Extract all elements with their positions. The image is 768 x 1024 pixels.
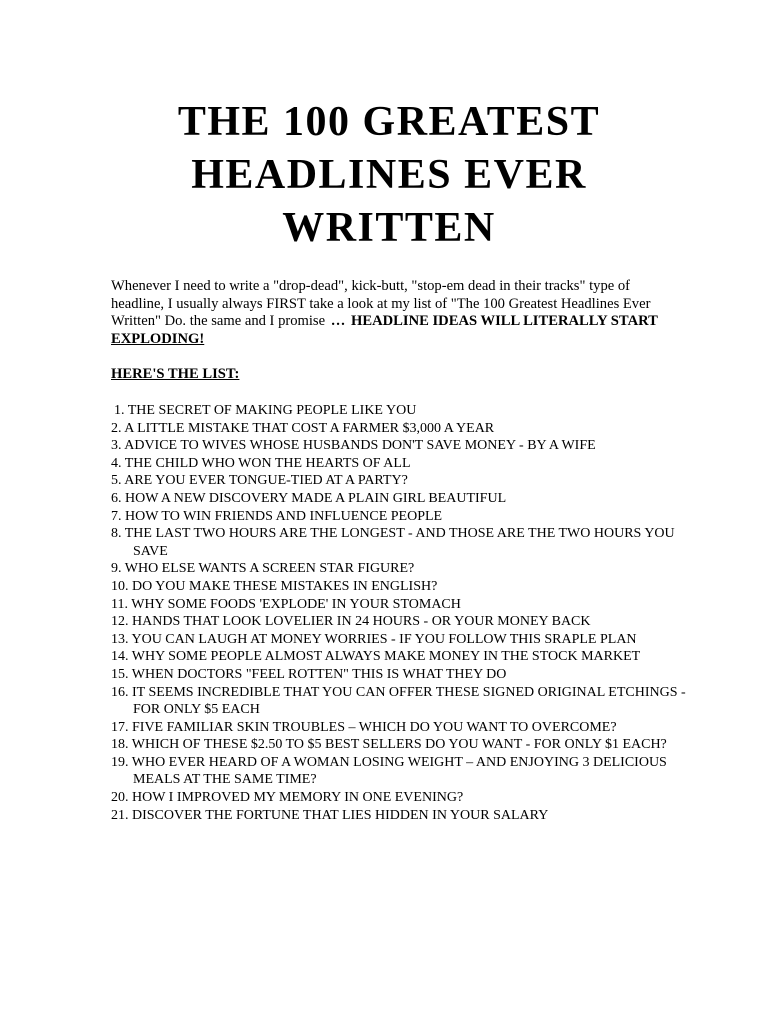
headline-item: 20. HOW I IMPROVED MY MEMORY IN ONE EVENING? (111, 790, 464, 806)
intro-bold-text: HEADLINE IDEAS WILL LITERALLY START (351, 313, 658, 329)
headline-item: 7. HOW TO WIN FRIENDS AND INFLUENCE PEOPLE (111, 508, 443, 524)
headline-item: 6. HOW A NEW DISCOVERY MADE A PLAIN GIRL BEAUTIFUL (111, 490, 507, 506)
headline-item: 13. YOU CAN LAUGH AT MONEY WORRIES - IF YOU FOLLOW THIS SRAPLE PLAN (111, 631, 637, 647)
headline-item: 14. WHY SOME PEOPLE ALMOST ALWAYS MAKE MONEY IN THE STOCK MARKET (111, 649, 641, 665)
headline-item: 10. DO YOU MAKE THESE MISTAKES IN ENGLISH? (111, 578, 438, 594)
intro-ellipsis: … (330, 313, 346, 329)
headline-item: 19. WHO EVER HEARD OF A WOMAN LOSING WEIGHT – AND ENJOYING 3 DELICIOUS MEALS AT THE SAME TIME? (111, 754, 667, 788)
intro-paragraph (111, 278, 671, 348)
headline-item: 21. DISCOVER THE FORTUNE THAT LIES HIDDEN IN YOUR SALARY (111, 807, 549, 823)
headline-list (111, 402, 691, 824)
intro-text: Whenever I need to write a "drop-dead", kick-butt, "stop-em dead in their tracks" type of headline, I usually always FIRST take a look at my list of "The 100 Greatest Headlines Ever Written" Do. the same and I promise (111, 278, 651, 329)
headline-item: 15. WHEN DOCTORS "FEEL ROTTEN" THIS IS WHAT THEY DO (111, 666, 507, 682)
title-line-3: WRITTEN (282, 205, 496, 251)
headline-item: 1. THE SECRET OF MAKING PEOPLE LIKE YOU (114, 403, 417, 418)
list-heading: HERE'S THE LIST: (111, 366, 240, 382)
headline-item: 8. THE LAST TWO HOURS ARE THE LONGEST - AND THOSE ARE THE TWO HOURS YOU SAVE (111, 526, 675, 559)
document-title (0, 96, 768, 255)
headline-item: 5. ARE YOU EVER TONGUE-TIED AT A PARTY? (111, 473, 408, 489)
title-line-1: THE 100 GREATEST (177, 99, 601, 145)
headline-item: 11. WHY SOME FOODS 'EXPLODE' IN YOUR STOMACH (111, 596, 461, 612)
title-line-2: HEADLINES EVER (191, 152, 587, 198)
headline-item: 12. HANDS THAT LOOK LOVELIER IN 24 HOURS - OR YOUR MONEY BACK (111, 614, 591, 630)
headline-item: 4. THE CHILD WHO WON THE HEARTS OF ALL (111, 455, 411, 471)
headline-item: 9. WHO ELSE WANTS A SCREEN STAR FIGURE? (111, 561, 415, 577)
headline-item: 2. A LITTLE MISTAKE THAT COST A FARMER $3,000 A YEAR (111, 420, 495, 436)
headline-item: 17. FIVE FAMILIAR SKIN TROUBLES – WHICH DO YOU WANT TO OVERCOME? (111, 719, 617, 735)
headline-item: 3. ADVICE TO WIVES WHOSE HUSBANDS DON'T SAVE MONEY - BY A WIFE (111, 438, 596, 454)
headline-item: 16. IT SEEMS INCREDIBLE THAT YOU CAN OFFER THESE SIGNED ORIGINAL ETCHINGS - FOR ONLY $5 EACH (111, 684, 686, 718)
headline-item: 18. WHICH OF THESE $2.50 TO $5 BEST SELLERS DO YOU WANT - FOR ONLY $1 EACH? (111, 737, 667, 753)
intro-exploding: EXPLODING! (111, 330, 205, 347)
